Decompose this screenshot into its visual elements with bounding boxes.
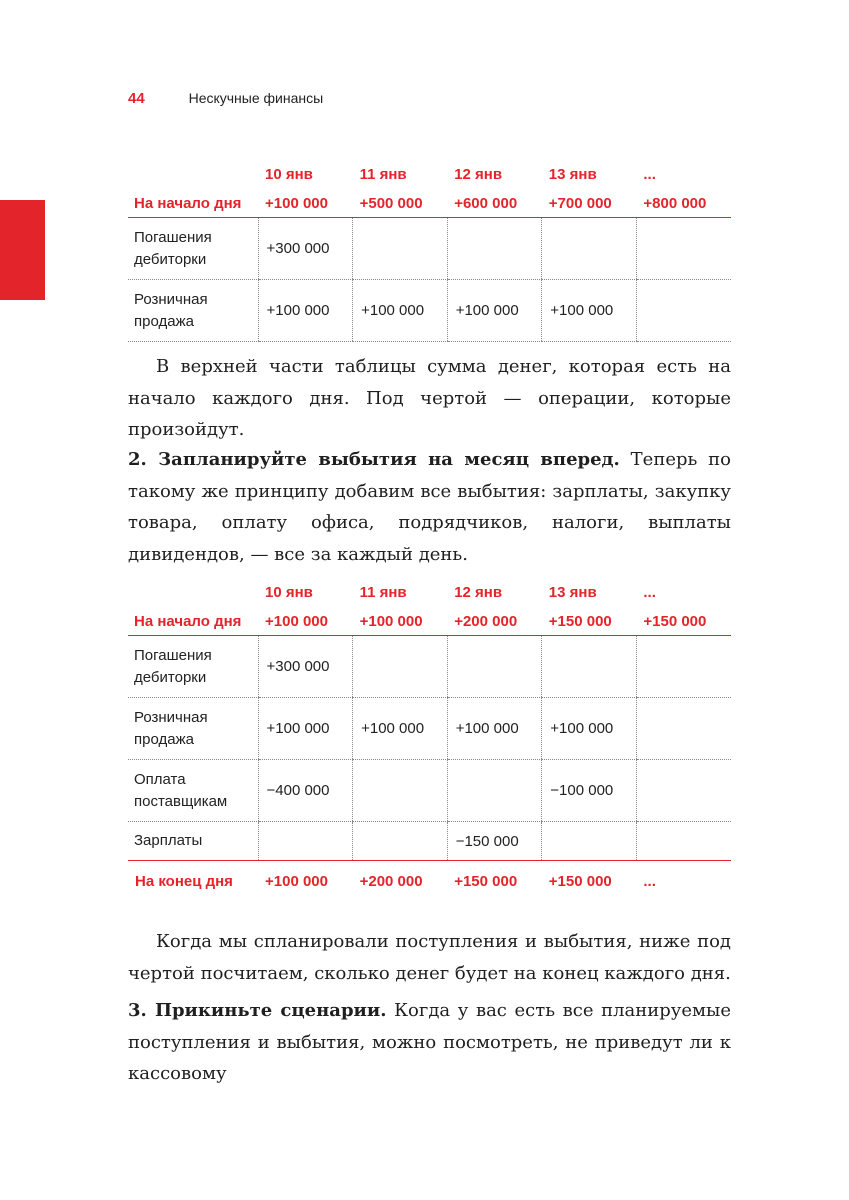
operation-value: [353, 822, 448, 861]
operation-value: [542, 822, 637, 861]
operation-value: [258, 822, 353, 861]
operation-value: −100 000: [542, 760, 637, 822]
operation-value: +300 000: [258, 218, 353, 280]
operation-label: Оплата поставщикам: [128, 760, 258, 822]
start-balance-label: На начало дня: [128, 608, 258, 636]
operation-label: Розничная продажа: [128, 280, 258, 342]
date-header: 12 янв: [454, 165, 503, 183]
operation-label: Розничная продажа: [128, 698, 258, 760]
table-row: [128, 218, 731, 280]
date-header: 11 янв: [359, 583, 407, 601]
operation-value: [636, 760, 731, 822]
end-balance-value: ...: [636, 861, 731, 902]
paragraph-2-text: Теперь по такому же принципу добавим все выбытия: зарплаты, закупку товара, оплату офиса, подрядчиков, налоги, выплаты дивидендов, — все за каждый день.: [128, 449, 731, 565]
paragraph-2: [128, 444, 731, 570]
date-header-row: [128, 158, 731, 190]
operation-value: [447, 218, 542, 280]
operation-value: [447, 636, 542, 698]
operation-value: [636, 280, 731, 342]
start-balance-label: На начало дня: [128, 190, 258, 218]
empty-corner-cell: [128, 158, 258, 190]
start-balance-value: +500 000: [353, 190, 448, 218]
operation-value: −150 000: [447, 822, 542, 861]
operation-value: [636, 218, 731, 280]
operation-value: +100 000: [258, 698, 353, 760]
page-number: 44: [128, 90, 145, 107]
end-balance-value: +150 000: [447, 861, 542, 902]
operation-label: Погашения дебиторки: [128, 636, 258, 698]
operation-value: [636, 698, 731, 760]
operation-value: [636, 636, 731, 698]
start-balance-row: [128, 190, 731, 218]
table-row: [128, 822, 731, 861]
operation-value: +100 000: [542, 698, 637, 760]
operation-label: Зарплаты: [128, 822, 258, 861]
running-header: [128, 90, 323, 107]
cashflow-table-1: [128, 158, 731, 342]
operation-value: [353, 218, 448, 280]
paragraph-4: [128, 995, 731, 1090]
operation-label: Погашения дебиторки: [128, 218, 258, 280]
operation-value: −400 000: [258, 760, 353, 822]
start-balance-value: +150 000: [542, 608, 637, 636]
operation-value: [542, 636, 637, 698]
date-header: 12 янв: [454, 583, 503, 601]
operation-value: +100 000: [353, 280, 448, 342]
table-row: [128, 636, 731, 698]
operation-value: [353, 636, 448, 698]
table-row: [128, 760, 731, 822]
date-header: 10 янв: [265, 583, 313, 601]
date-header: 10 янв: [265, 165, 313, 183]
operation-value: [447, 760, 542, 822]
start-balance-value: +600 000: [447, 190, 542, 218]
operation-value: [636, 822, 731, 861]
operation-value: +300 000: [258, 636, 353, 698]
end-balance-value: +150 000: [542, 861, 637, 902]
table-row: [128, 280, 731, 342]
start-balance-value: +100 000: [258, 608, 353, 636]
operation-value: [542, 218, 637, 280]
operation-value: +100 000: [447, 698, 542, 760]
operation-value: +100 000: [447, 280, 542, 342]
paragraph-2-heading: 2. Запланируйте выбытия на месяц вперед.: [128, 449, 620, 470]
operation-value: [353, 760, 448, 822]
chapter-tab-marker: [0, 200, 45, 300]
start-balance-value: +800 000: [636, 190, 731, 218]
date-header: ...: [643, 165, 656, 183]
date-header: 13 янв: [548, 165, 597, 183]
date-header: 13 янв: [548, 583, 597, 601]
end-balance-value: +100 000: [258, 861, 353, 902]
start-balance-row: [128, 608, 731, 636]
start-balance-value: +200 000: [447, 608, 542, 636]
paragraph-1: В верхней части таблицы сумма денег, которая есть на начало каждого дня. Под чертой — операции, которые произойдут.: [128, 356, 731, 440]
end-balance-label: На конец дня: [128, 861, 258, 902]
end-balance-row: [128, 861, 731, 902]
date-header-row: [128, 576, 731, 608]
empty-corner-cell: [128, 576, 258, 608]
start-balance-value: +100 000: [353, 608, 448, 636]
date-header: 11 янв: [359, 165, 407, 183]
start-balance-value: +150 000: [636, 608, 731, 636]
operation-value: +100 000: [542, 280, 637, 342]
table-row: [128, 698, 731, 760]
book-title: Нескучные финансы: [188, 90, 324, 106]
paragraph-3: Когда мы спланировали поступления и выбытия, ниже под чертой посчитаем, сколько денег будет на конец каждого дня.: [128, 931, 731, 984]
cashflow-table-2: [128, 576, 731, 901]
paragraph-4-text: Когда у вас есть все планируемые поступления и выбытия, можно посмотреть, не приведут ли к кассовому: [128, 1000, 731, 1084]
operation-value: +100 000: [258, 280, 353, 342]
operation-value: +100 000: [353, 698, 448, 760]
start-balance-value: +700 000: [542, 190, 637, 218]
start-balance-value: +100 000: [258, 190, 353, 218]
end-balance-value: +200 000: [353, 861, 448, 902]
date-header: ...: [643, 583, 656, 601]
paragraph-4-heading: 3. Прикиньте сценарии.: [128, 1000, 387, 1021]
